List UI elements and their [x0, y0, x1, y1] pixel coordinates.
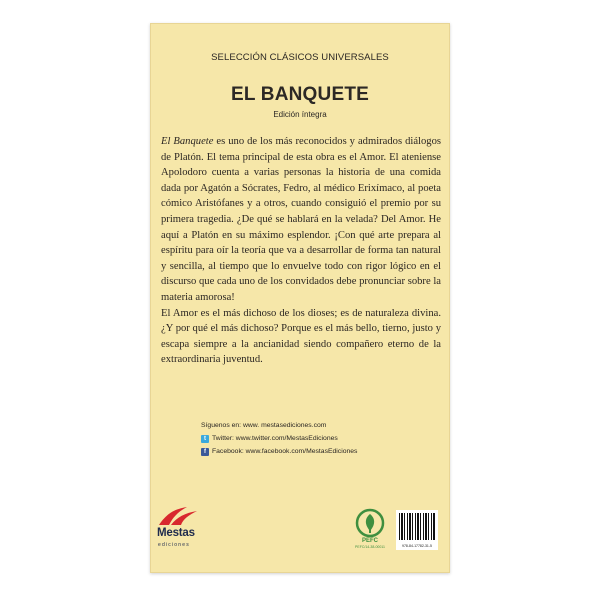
blurb-paragraph-1	[161, 134, 441, 306]
twitter-text: Twitter: www.twitter.com/MestasEdiciones	[212, 435, 338, 442]
twitter-line	[201, 432, 357, 445]
social-links	[201, 419, 357, 458]
back-cover-blurb	[161, 134, 441, 368]
pefc-tree-icon	[355, 508, 385, 538]
book-back-cover	[150, 23, 450, 573]
facebook-icon: f	[201, 448, 209, 456]
barcode-bars	[399, 513, 435, 540]
publisher-subtitle: ediciones	[158, 542, 190, 548]
pefc-code: PEFC/14-38-00011	[355, 545, 385, 549]
website-text: Síguenos en: www. mestasediciones.com	[201, 422, 327, 429]
twitter-icon: t	[201, 435, 209, 443]
publisher-logo	[157, 503, 205, 555]
isbn-number: 978-84-17782-31-5	[402, 544, 432, 548]
blurb-paragraph-2: El Amor es el más dichoso de los dioses; es de naturaleza divina. ¿Y por qué el más dichoso? Porque es el más bello, tierno, justo y escapa siempre a la ancianidad siendo compañero eterno de la extraordinaria juventud.	[161, 307, 441, 366]
blurb-paragraph-1-text: es uno de los más reconocidos y admirados diálogos de Platón. El tema principal de esta obra es el Amor. El ateniense Apolodoro cuenta a varias personas la historia de una comida dada por Agatón a Sócrates, Fedro, al médico Erixímaco, al poeta cómico Aristófanes y a otros, cuando consiguió el premio por su primera tragedia. ¿De qué se hablará en la velada? Del Amor. He aquí a Platón en su máximo esplendor. ¡Con qué arte prepara al espíritu para oír la teoría que va a desarrollar de forma tan natural y sencilla, al tiempo que lo envuelve todo con rigor lógico en el discurso que cada uno de los convidados debe pronunciar sobre la materia amorosa!	[161, 136, 441, 303]
pefc-label: PEFC	[361, 538, 378, 544]
blurb-book-title: El Banquete	[161, 136, 214, 147]
edition-label: Edición íntegra	[273, 110, 327, 119]
website-line	[201, 419, 357, 432]
mestas-logo-mark	[157, 503, 205, 529]
isbn-barcode	[396, 510, 438, 550]
book-title: EL BANQUETE	[230, 84, 370, 105]
pefc-certification	[355, 508, 385, 552]
facebook-line	[201, 445, 357, 458]
facebook-text: Facebook: www.facebook.com/MestasEdiciones	[212, 448, 358, 455]
series-name: SELECCIÓN CLÁSICOS UNIVERSALES	[211, 52, 389, 63]
publisher-name: Mestas	[157, 527, 195, 539]
